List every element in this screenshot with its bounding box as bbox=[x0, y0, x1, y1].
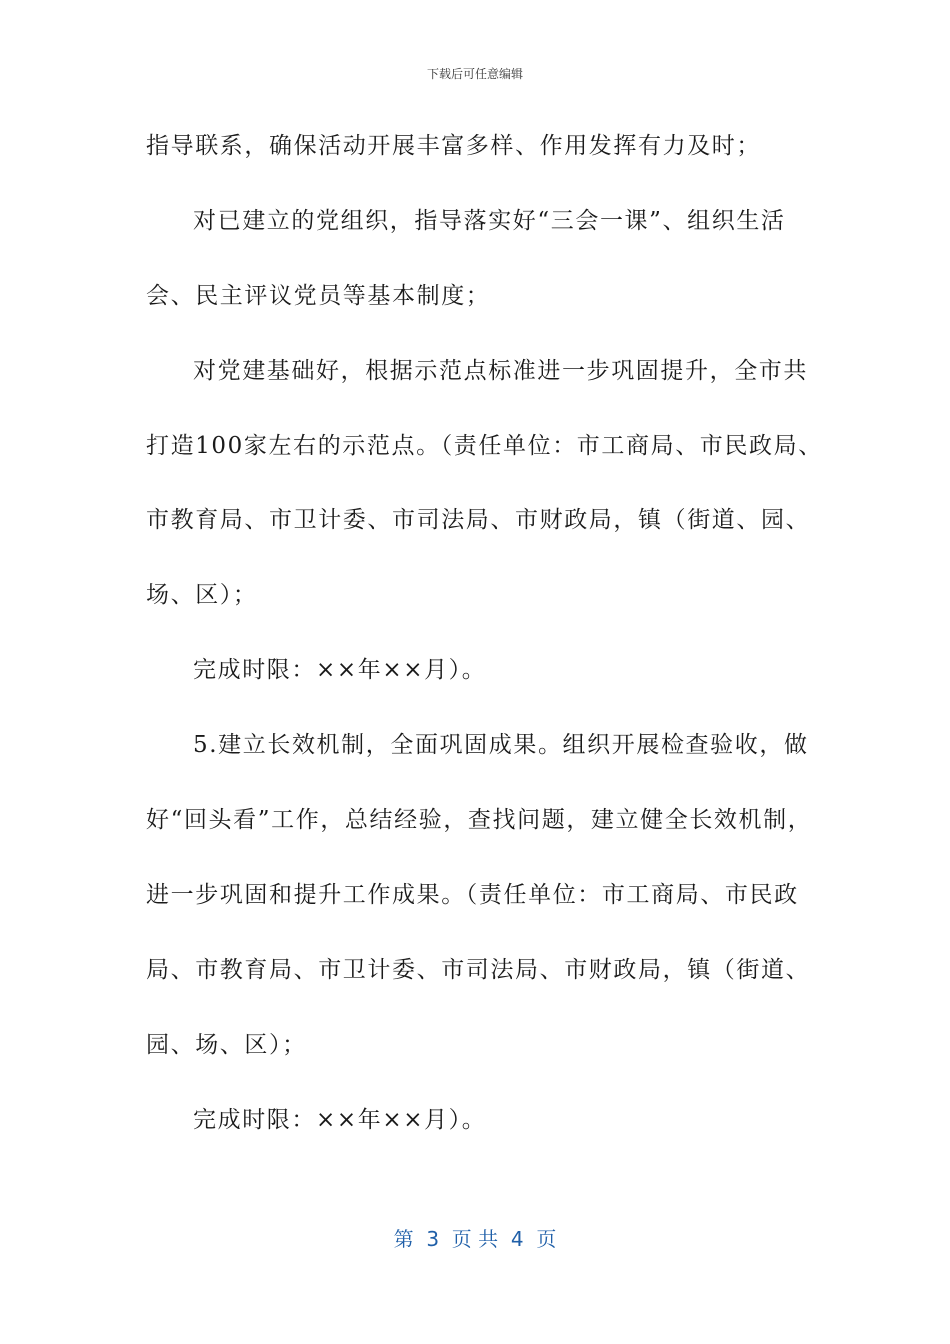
paragraph-line: 园、场、区）； bbox=[146, 1031, 307, 1058]
paragraph-line: 场、区）； bbox=[146, 582, 258, 609]
page-header-note: 下载后可任意编辑 bbox=[426, 67, 523, 81]
paragraph-line: 局、市教育局、市卫计委、市司法局、市财政局，镇（街道、 bbox=[146, 956, 811, 983]
page-number-footer: 第 3 页 共 4 页 bbox=[393, 1227, 557, 1251]
paragraph-line: 对已建立的党组织，指导落实好“三会一课”、组织生活 bbox=[193, 207, 786, 234]
paragraph-line: 完成时限：××年××月）。 bbox=[193, 1106, 487, 1133]
paragraph-line: 会、民主评议党员等基本制度； bbox=[146, 282, 491, 309]
paragraph-line: 打造100家左右的示范点。（责任单位：市工商局、市民政局、 bbox=[146, 432, 823, 459]
paragraph-line: 5.建立长效机制，全面巩固成果。组织开展检查验收，做 bbox=[193, 732, 809, 759]
paragraph-line: 市教育局、市卫计委、市司法局、市财政局，镇（街道、园、 bbox=[146, 507, 811, 534]
document-body bbox=[146, 124, 823, 1172]
paragraph-line: 完成时限：××年××月）。 bbox=[193, 657, 487, 684]
paragraph-line: 进一步巩固和提升工作成果。（责任单位：市工商局、市民政 bbox=[146, 881, 799, 908]
paragraph-line: 指导联系，确保活动开展丰富多样、作用发挥有力及时； bbox=[146, 133, 761, 159]
paragraph-line: 对党建基础好，根据示范点标准进一步巩固提升，全市共 bbox=[193, 357, 808, 384]
paragraph-line: 好“回头看”工作，总结经验，查找问题，建立健全长效机制， bbox=[146, 807, 813, 834]
